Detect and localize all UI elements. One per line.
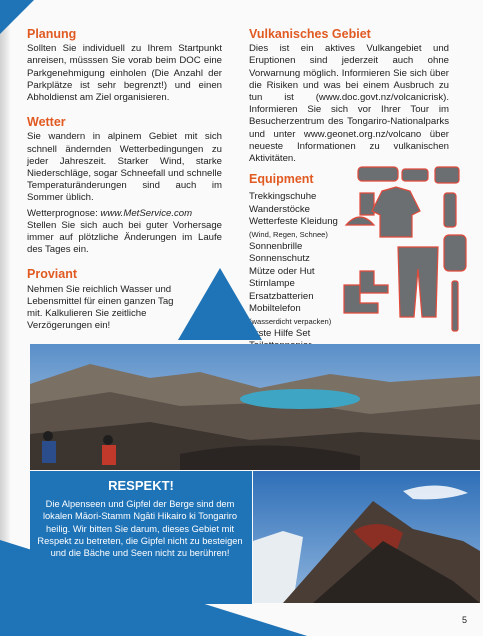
equipment-item: Mobiltelefon: [249, 303, 301, 315]
heading-wetter: Wetter: [27, 115, 66, 130]
section-proviant: [27, 268, 187, 332]
forecast-site-link[interactable]: www.MetService.com: [100, 207, 193, 219]
equipment-item: Sonnenbrille: [249, 241, 303, 253]
text-vulkan: Dies ist ein aktives Vulkangebiet und Eruptionen sind jederzeit auch ohne Vorwarnung möglich. Informieren Sie sich über die Risiken und was bei einem Ausbruch zu tun ist (www.doc.govt.nz/volcanicrisk). Informieren Sie sich vor Ihrer Tour im Besucherzentrum des Tongariro-Nationalparks und unter www.geonet.org.nz/volcano über neueste Informationen zu vulkanischen Aktivitäten.: [249, 43, 449, 165]
landscape-illustration: [30, 344, 480, 470]
equipment-item: Trekkingschuhe: [249, 191, 317, 203]
section-wetter: [27, 116, 222, 256]
shoe-icon: [360, 271, 388, 293]
watch-icon: [358, 167, 398, 181]
hat-icon: [346, 217, 374, 225]
glove-icon: [360, 193, 374, 215]
heading-proviant: Proviant: [27, 267, 78, 282]
respekt-heading: RESPEKT!: [108, 478, 174, 493]
equipment-item: Wanderstöcke: [249, 203, 310, 215]
text-wetter-2: Stellen Sie sich auch bei guter Vorhersage immer auf plötzliche Änderungen im Laufe des Tages ein.: [27, 219, 222, 256]
equipment-item: Mütze oder Hut: [249, 265, 315, 277]
text-planung: Sollten Sie individuell zu Ihrem Startpunkt anreisen, müsssen Sie vorab beim DOC eine Parkgenehmigung einholen (Die Anzahl der Parkplätze ist sehr begrenzt!) und einen Abholdienst am Ziel organisieren.: [27, 43, 222, 104]
heading-vulkan: Vulkanisches Gebiet: [249, 27, 371, 41]
text-wetter: Sie wandern in alpinem Gebiet mit sich schnell ändernden Wetterbedingungen zu jeder Jahreszeit. Starker Wind, starke Niederschläge, sogar Schneefall und schnelle Temperaturänderungen sind auch im Sommer üblich.: [27, 131, 222, 204]
equipment-item: Wetterfeste Kleidung: [249, 216, 338, 228]
equipment-item: Sonnenschutz: [249, 253, 310, 265]
equipment-note: (wasserdicht verpacken): [249, 316, 332, 326]
text-proviant: Nehmen Sie reichlich Wasser und Lebensmittel für einen ganzen Tag mit. Kalkulieren Sie zeitliche Verzögerungen ein!: [27, 283, 174, 332]
pole-icon: [452, 281, 458, 331]
pants-icon: [398, 247, 438, 317]
forecast-label: Wetterprognose:: [27, 207, 101, 219]
photo-crater-lake: [30, 344, 480, 470]
bottle-icon: [444, 193, 456, 227]
page-number: 5: [462, 615, 468, 625]
forecast-line: [27, 208, 222, 220]
blue-triangle-decoration: [178, 268, 262, 340]
heading-planung: Planung: [27, 27, 77, 41]
respekt-text: Die Alpenseen und Gipfel der Berge sind dem lokalen Māori-Stamm Ngāti Hikairo ki Tongariro heilig. Wir bitten Sie darum, dieses Gebiet mit Respekt zu betreten, die Gipfel nicht zu besteigen und die Bäche und Seen nicht zu berühren!: [37, 499, 243, 559]
backpack-icon: [444, 235, 466, 271]
equipment-item: Erste Hilfe Set: [249, 327, 311, 339]
phone-icon: [435, 167, 459, 183]
equipment-illustration: [340, 163, 470, 338]
equipment-note: (Wind, Regen, Schnee): [249, 229, 328, 239]
section-vulkan: [249, 28, 449, 165]
heading-equipment: Equipment: [249, 172, 314, 187]
equipment-item: Stirnlampe: [249, 278, 295, 290]
section-planung: [27, 28, 222, 104]
headlamp-icon: [402, 169, 428, 181]
equipment-item: Ersatzbatterien: [249, 290, 314, 302]
jacket-icon: [372, 187, 420, 237]
